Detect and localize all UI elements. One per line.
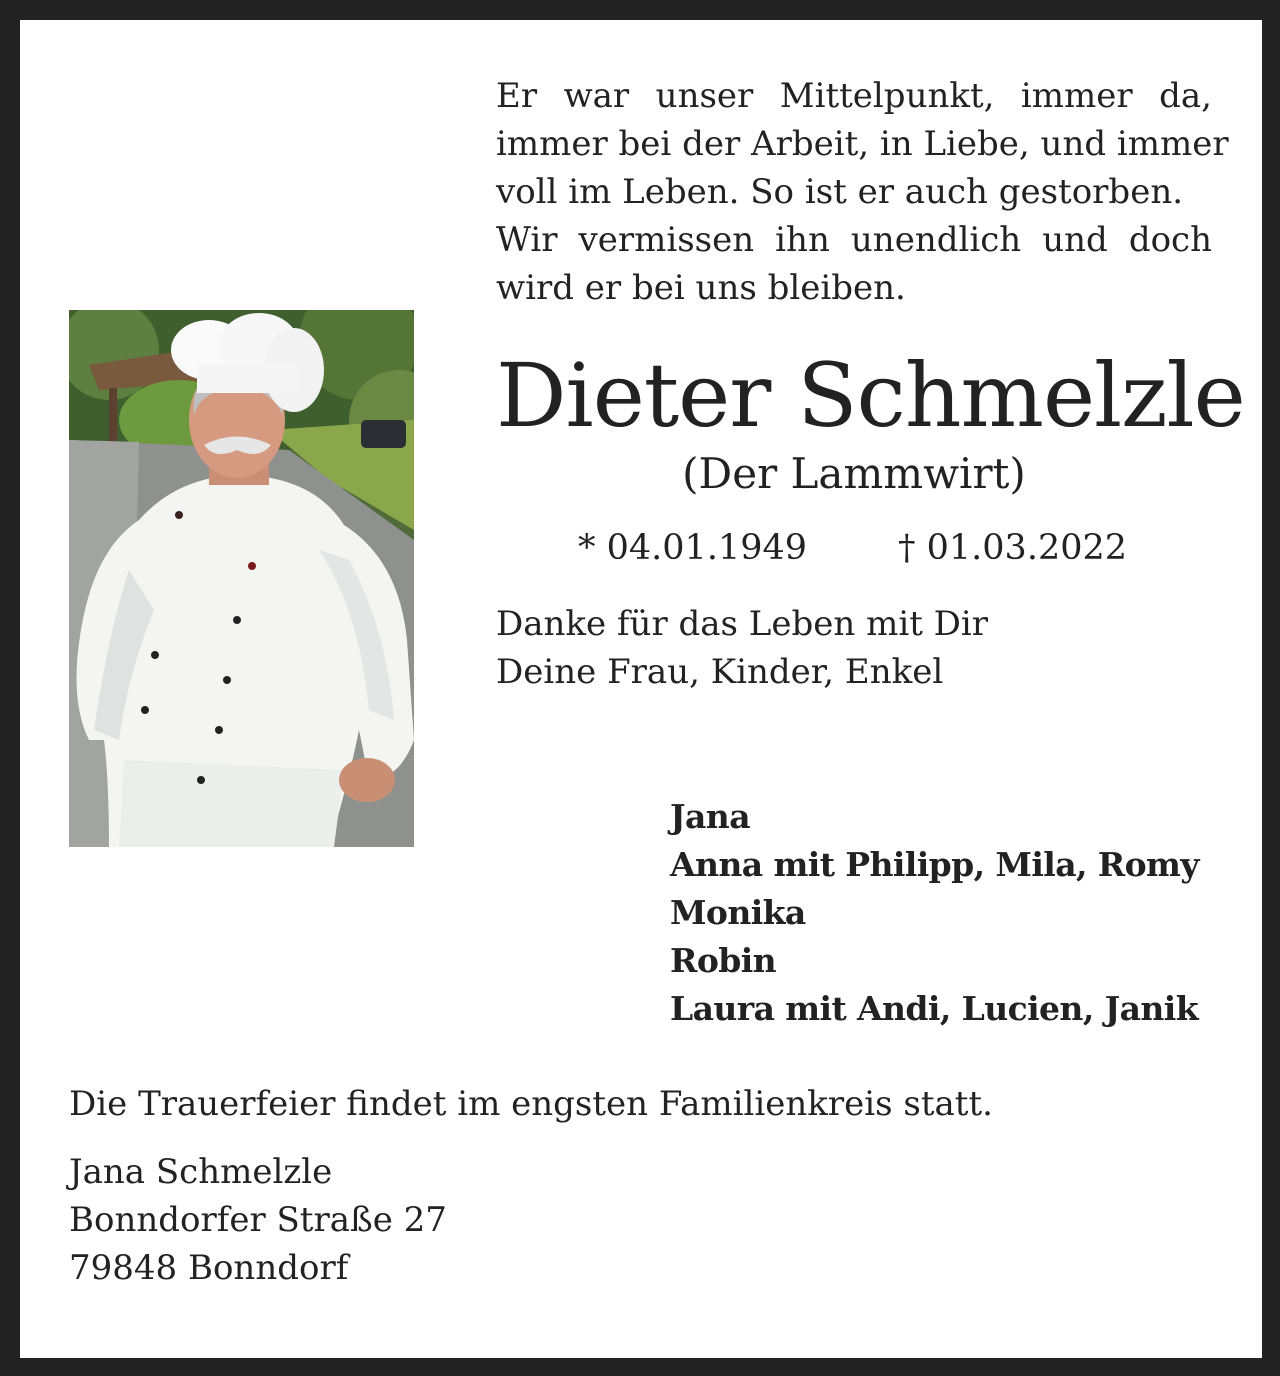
portrait-photo [69,310,414,847]
deceased-name: Dieter Schmelzle [496,344,1245,447]
quote-line: immer bei der Arbeit, in Liebe, und immer [496,124,1229,164]
family-line: Jana [670,797,750,836]
quote-line: voll im Leben. So ist er auch gestorben. [496,172,1184,212]
death-date: † 01.03.2022 [898,528,1128,568]
memorial-quote [496,72,1229,312]
quote-line: Er war unser Mittelpunkt, immer da, [496,76,1212,116]
quote-line: wird er bei uns bleiben. [496,268,906,308]
address-line: Jana Schmelzle [69,1152,333,1192]
thanks-message [496,600,988,696]
birth-date: * 04.01.1949 [578,528,808,568]
thanks-line: Deine Frau, Kinder, Enkel [496,652,944,692]
family-line: Robin [670,941,777,980]
ceremony-note: Die Trauerfeier findet im engsten Familienkreis statt. [69,1084,993,1124]
family-line: Monika [670,893,806,932]
deceased-nickname: (Der Lammwirt) [682,449,1026,498]
quote-line: Wir vermissen ihn unendlich und doch [496,220,1212,260]
thanks-line: Danke für das Leben mit Dir [496,604,989,644]
contact-address [69,1148,447,1292]
chef-portrait-illustration [69,310,414,847]
address-line: Bonndorfer Straße 27 [69,1200,447,1240]
obituary-notice [20,20,1262,1358]
family-members [670,793,1199,1033]
address-line: 79848 Bonndorf [69,1248,349,1288]
family-line: Laura mit Andi, Lucien, Janik [670,989,1198,1028]
family-line: Anna mit Philipp, Mila, Romy [670,845,1199,884]
